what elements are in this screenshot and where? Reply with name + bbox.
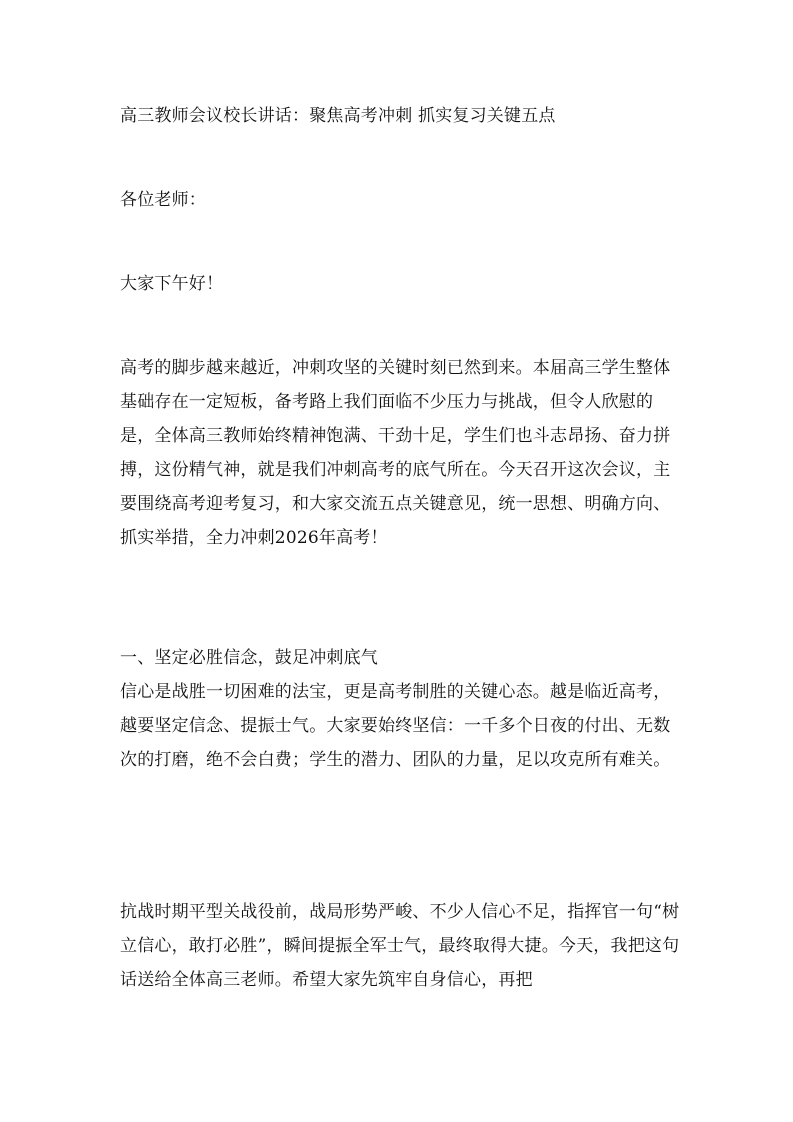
intro-paragraph: 高考的脚步越来越近，冲刺攻坚的关键时刻已然到来。本届高三学生整体基础存在一定短板，备考路上我们面临不少压力与挑战，但令人欣慰的是，全体高三教师始终精神饱满、干劲十足，学生们也斗志昂扬、奋力拼搏，这份精气神，就是我们冲刺高考的底气所在。今天召开这次会议，主要围绕高考迎考复习，和大家交流五点关键意见，统一思想、明确方向、抓实举措，全力冲刺2026年高考！ (120, 358, 671, 548)
salutation: 各位老师： (120, 190, 206, 210)
section-heading: 一、坚定必胜信念，鼓足冲刺底气 (120, 648, 378, 668)
body-paragraph: 抗战时期平型关战役前，战局形势严峻、不少人信心不足，指挥官一句“树立信心，敢打必胜”，瞬间提振全军士气，最终取得大捷。今天，我把这句话送给全体高三老师。希望大家先筑牢自身信心，再把 (120, 902, 680, 990)
greeting: 大家下午好！ (120, 274, 224, 294)
body-paragraph: 信心是战胜一切困难的法宝，更是高考制胜的关键心态。越是临近高考，越要坚定信念、提振士气。大家要始终坚信：一千多个日夜的付出、无数次的打磨，绝不会白费；学生的潜力、团队的力量，足以攻克所有难关。 (120, 682, 671, 770)
document-title: 高三教师会议校长讲话：聚焦高考冲刺 抓实复习关键五点 (120, 106, 556, 126)
